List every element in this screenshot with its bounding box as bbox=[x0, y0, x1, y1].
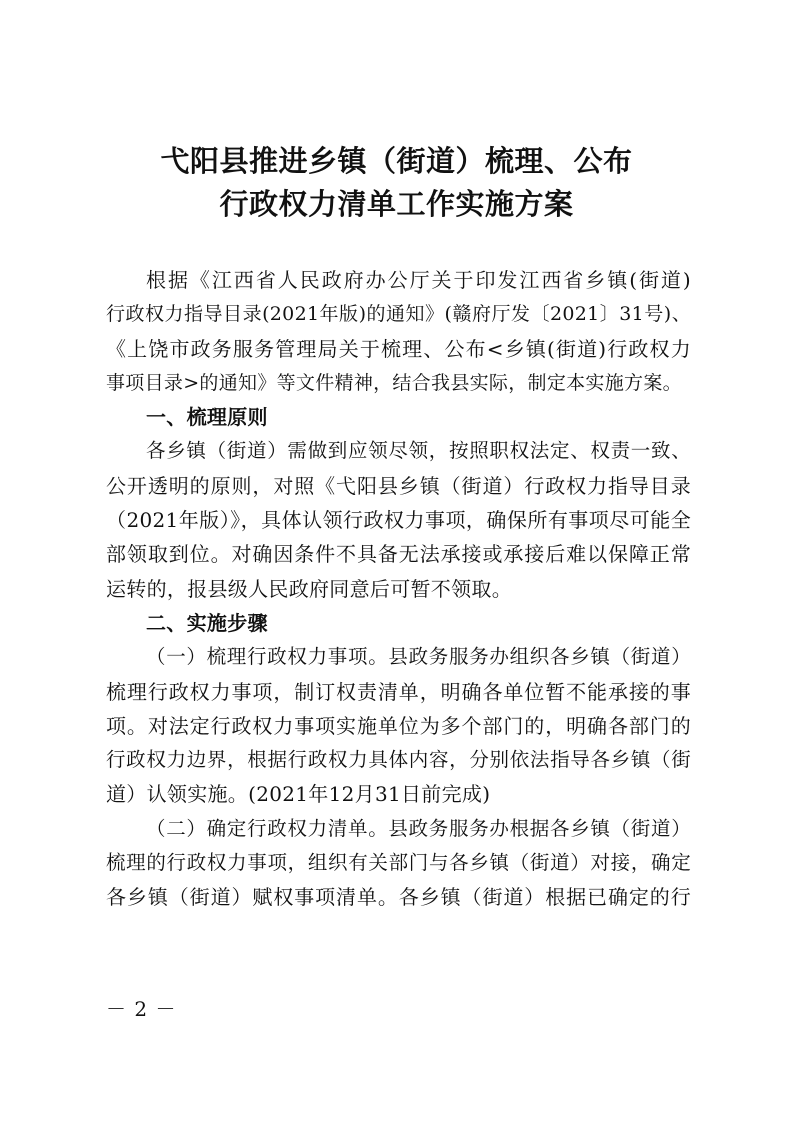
paragraph-line: 梳理行政权力事项，制订权责清单，明确各单位暂不能承接的事 bbox=[106, 679, 691, 704]
paragraph-line: 行政权力边界，根据行政权力具体内容，分别依法指导各乡镇（街 bbox=[106, 748, 691, 772]
document-title-line-2: 行政权力清单工作实施方案 bbox=[219, 187, 574, 221]
paragraph-line: 道）认领实施。(2021年12月31日前完成) bbox=[106, 782, 491, 807]
paragraph-line: 根据《江西省人民政府办公厅关于印发江西省乡镇(街道) bbox=[146, 268, 691, 292]
paragraph-line: 行政权力指导目录(2021年版)的通知》(赣府厅发〔2021〕31号)、 bbox=[106, 303, 691, 326]
paragraph-line: （一）梳理行政权力事项。县政务服务办组织各乡镇（街道） bbox=[146, 645, 691, 669]
page-number: － 2 － bbox=[106, 997, 177, 1021]
paragraph-line: 各乡镇（街道）赋权事项清单。各乡镇（街道）根据已确定的行 bbox=[106, 885, 691, 910]
paragraph-line: 部领取到位。对确因条件不具备无法承接或承接后难以保障正常 bbox=[106, 542, 691, 567]
section-heading: 二、实施步骤 bbox=[146, 610, 268, 635]
section-heading: 一、梳理原则 bbox=[146, 405, 268, 430]
document-title-line-1: 弋阳县推进乡镇（街道）梳理、公布 bbox=[160, 144, 633, 178]
document-body bbox=[106, 263, 691, 915]
paragraph-line: 公开透明的原则，对照《弋阳县乡镇（街道）行政权力指导目录 bbox=[106, 473, 691, 498]
paragraph-line: 运转的，报县级人民政府同意后可暂不领取。 bbox=[106, 576, 512, 601]
paragraph-line: 各乡镇（街道）需做到应领尽领，按照职权法定、权责一致、 bbox=[146, 439, 691, 463]
paragraph-line: （二）确定行政权力清单。县政务服务办根据各乡镇（街道） bbox=[146, 816, 691, 840]
paragraph-line: 事项目录>的通知》等文件精神，结合我县实际，制定本实施方案。 bbox=[106, 371, 682, 394]
paragraph-line: 项。对法定行政权力事项实施单位为多个部门的，明确各部门的 bbox=[106, 713, 691, 738]
paragraph-line: 《上饶市政务服务管理局关于梳理、公布<乡镇(街道)行政权力 bbox=[106, 336, 692, 361]
paragraph-line: 梳理的行政权力事项，组织有关部门与各乡镇（街道）对接，确定 bbox=[106, 851, 691, 875]
paragraph-line: （2021年版）》，具体认领行政权力事项，确保所有事项尽可能全 bbox=[106, 508, 691, 533]
